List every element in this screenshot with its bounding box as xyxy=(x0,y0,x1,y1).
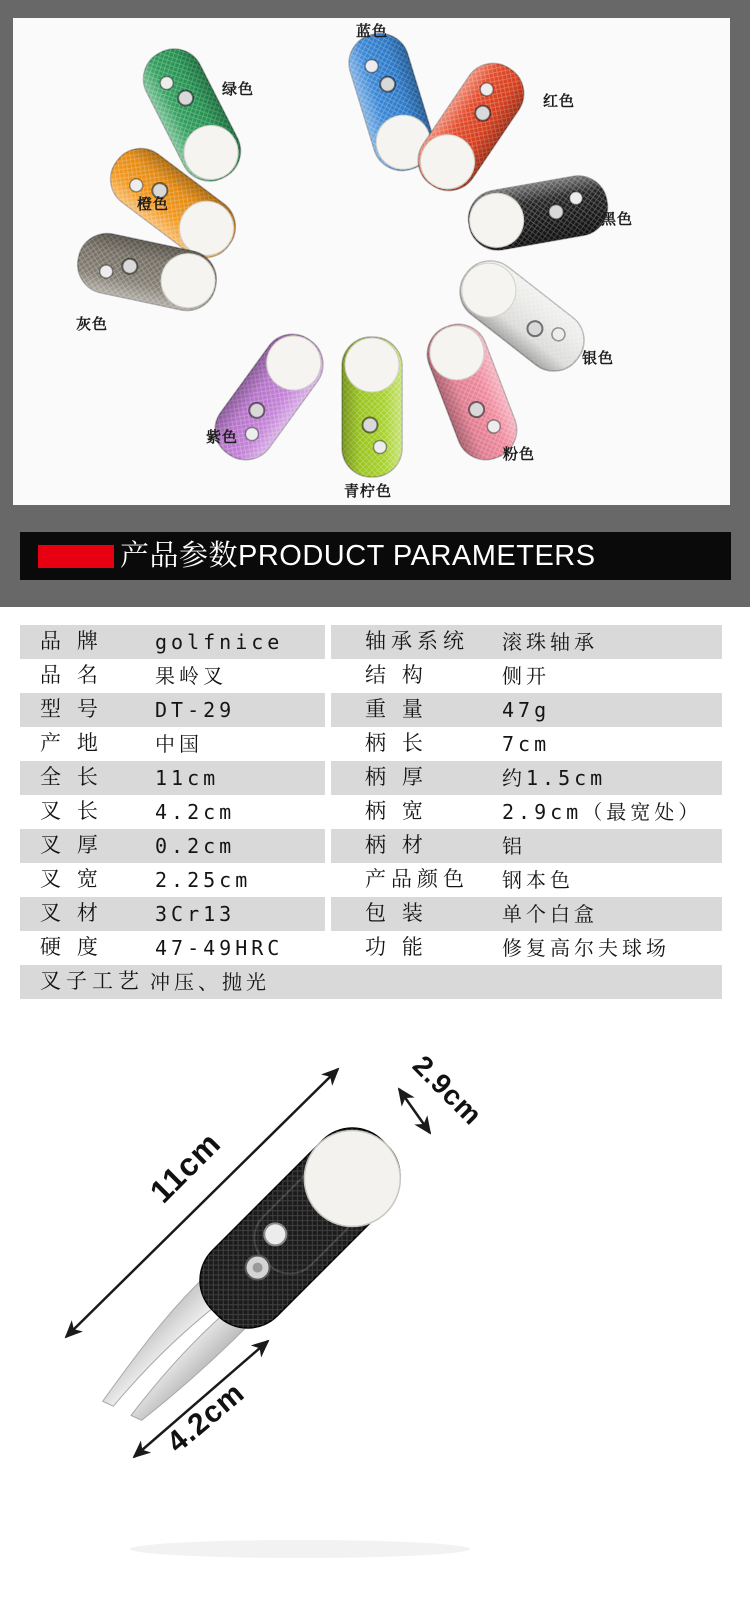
param-label: 叉子工艺 xyxy=(40,970,144,993)
param-label: 叉 材 xyxy=(40,902,103,925)
color-label-red: 红色 xyxy=(543,93,576,110)
table-row xyxy=(20,761,325,795)
section-title: 产品参数PRODUCT PARAMETERS xyxy=(120,540,596,572)
table-row xyxy=(331,897,722,931)
table-row xyxy=(20,863,325,897)
param-value: 铝 xyxy=(502,834,526,858)
table-row xyxy=(20,897,325,931)
param-label: 硬 度 xyxy=(40,936,103,959)
param-value: 侧开 xyxy=(502,664,550,688)
param-value: 47-49HRC xyxy=(155,936,284,960)
param-value: 47g xyxy=(502,698,551,722)
color-label-silver: 银色 xyxy=(582,350,615,367)
param-label: 包 装 xyxy=(365,902,428,925)
table-column-right xyxy=(331,625,722,965)
param-value: 0.2cm xyxy=(155,834,236,858)
table-row xyxy=(20,727,325,761)
arrow-handle-width xyxy=(399,1089,430,1133)
color-options-photo xyxy=(0,0,750,607)
table-row xyxy=(20,659,325,693)
param-value: 4.2cm xyxy=(155,800,236,824)
table-row xyxy=(20,829,325,863)
table-row xyxy=(331,863,722,897)
color-label-orange: 橙色 xyxy=(137,196,170,213)
param-value: 单个白盒 xyxy=(502,902,598,926)
param-label: 叉 长 xyxy=(40,800,103,823)
param-label: 叉 宽 xyxy=(40,868,103,891)
param-label: 叉 厚 xyxy=(40,834,103,857)
param-value: 冲压、抛光 xyxy=(150,970,270,994)
label-fork-length: 4.2cm xyxy=(160,1376,252,1460)
param-label: 功 能 xyxy=(365,936,428,959)
table-row xyxy=(331,727,722,761)
param-value: 约1.5cm xyxy=(502,766,607,790)
photo-canvas xyxy=(13,18,730,505)
table-row xyxy=(20,693,325,727)
diagram-tool xyxy=(82,1111,420,1449)
tool-lime xyxy=(342,337,402,477)
param-label: 产品颜色 xyxy=(365,868,469,891)
param-label: 柄 长 xyxy=(365,732,428,755)
color-label-gray: 灰色 xyxy=(76,316,109,333)
table-row xyxy=(331,931,722,965)
table-row xyxy=(20,625,325,659)
param-value: 果岭叉 xyxy=(155,664,227,688)
param-label: 柄 宽 xyxy=(365,800,428,823)
color-label-green: 绿色 xyxy=(222,81,255,98)
param-label: 柄 材 xyxy=(365,834,428,857)
param-label: 品 牌 xyxy=(40,630,103,653)
table-row xyxy=(20,795,325,829)
divot-tools-illustration xyxy=(13,18,730,505)
red-accent-bar xyxy=(38,545,114,568)
table-column-left xyxy=(20,625,325,965)
table-row xyxy=(331,761,722,795)
table-row xyxy=(331,693,722,727)
param-value: 中国 xyxy=(155,732,203,756)
param-value: 滚珠轴承 xyxy=(502,630,598,654)
param-label: 重 量 xyxy=(365,698,428,721)
param-value: 钢本色 xyxy=(502,868,574,892)
table-row xyxy=(331,829,722,863)
param-value: golfnice xyxy=(155,630,284,654)
color-label-lime: 青柠色 xyxy=(344,483,393,500)
color-label-blue: 蓝色 xyxy=(356,23,389,40)
param-value: 修复高尔夫球场 xyxy=(502,936,670,960)
table-row xyxy=(331,659,722,693)
color-label-pink: 粉色 xyxy=(503,446,536,463)
table-row xyxy=(20,931,325,965)
param-value: 7cm xyxy=(502,732,551,756)
param-label: 产 地 xyxy=(40,732,103,755)
section-banner xyxy=(20,532,731,580)
label-handle-width: 2.9cm xyxy=(406,1049,489,1132)
dimension-diagram xyxy=(0,1003,750,1603)
param-value: 11cm xyxy=(155,766,220,790)
param-label: 全 长 xyxy=(40,766,103,789)
param-label: 型 号 xyxy=(40,698,103,721)
tool-purple xyxy=(204,323,335,472)
dimension-diagram-svg xyxy=(0,1003,750,1603)
param-value: 3Cr13 xyxy=(155,902,236,926)
parameters-table xyxy=(20,625,722,999)
color-label-black: 黑色 xyxy=(601,211,634,228)
table-row-process xyxy=(20,965,722,999)
tool-shadow xyxy=(130,1540,470,1558)
tool-black xyxy=(464,171,612,254)
param-value: DT-29 xyxy=(155,698,236,722)
param-label: 柄 厚 xyxy=(365,766,428,789)
table-row xyxy=(331,795,722,829)
param-value: 2.9cm（最宽处） xyxy=(502,800,703,824)
param-label: 品 名 xyxy=(40,664,103,687)
param-label: 轴承系统 xyxy=(365,630,469,653)
color-label-purple: 紫色 xyxy=(206,429,239,446)
label-overall-length: 11cm xyxy=(142,1124,228,1210)
param-value: 2.25cm xyxy=(155,868,252,892)
table-row xyxy=(331,625,722,659)
param-label: 结 构 xyxy=(365,664,428,687)
